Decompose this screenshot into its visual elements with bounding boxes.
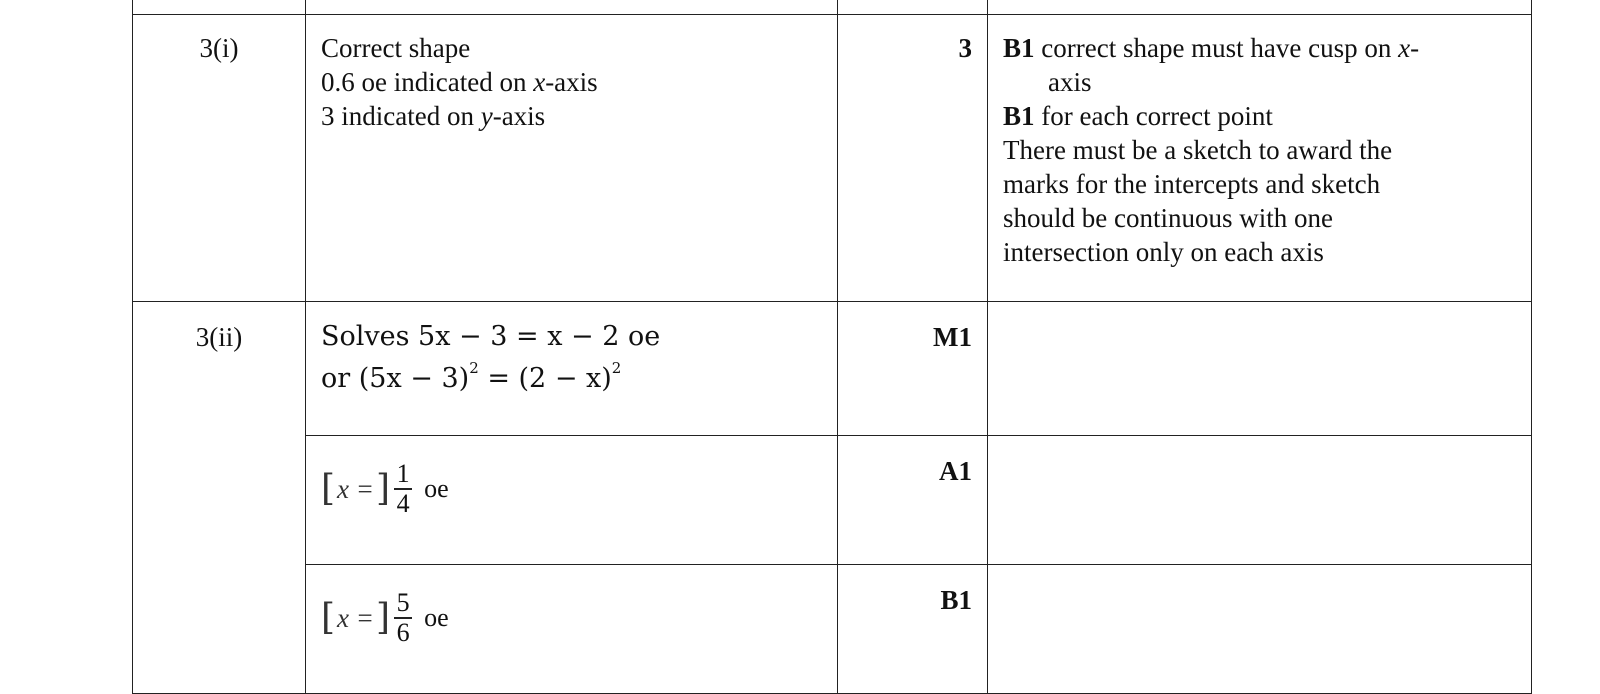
bracket-close: ]: [376, 468, 391, 509]
mark-code: B1: [1003, 33, 1035, 63]
marks-cell: [838, 436, 988, 565]
fraction: [394, 460, 412, 518]
guidance-cell: [988, 15, 1532, 302]
table-row-3ii-m1: [133, 302, 1532, 436]
guidance-line-cont: axis: [1048, 67, 1092, 97]
answer-line: Correct shape: [321, 33, 471, 63]
denominator: 6: [396, 617, 410, 647]
guidance-var: x: [1398, 33, 1411, 63]
guidance-cell: [988, 436, 1532, 565]
guidance-hyphen: -: [1410, 33, 1420, 63]
guidance-line: [1003, 31, 1521, 65]
guidance-cell: [988, 0, 1532, 15]
answer-line-x-axis: 0.6 oe indicated on x-axis: [321, 67, 598, 97]
question-number: [133, 302, 306, 694]
oe-label: oe: [424, 603, 449, 632]
equation-part: or (5x − 3): [321, 363, 470, 394]
answer-cell: [306, 565, 838, 694]
answer-cell: [306, 436, 838, 565]
table-row-3ii-a1: [133, 436, 1532, 565]
marks-cell: [838, 302, 988, 436]
table-row-previous: [133, 0, 1532, 15]
bracket-open: [: [321, 597, 336, 638]
numerator: 1: [396, 459, 410, 489]
marks-cell: [838, 0, 988, 15]
variable-x: x =: [337, 474, 375, 504]
bracket-open: [: [321, 468, 336, 509]
marks-value: A1: [939, 456, 972, 486]
mark-scheme-table: [132, 0, 1532, 694]
answer-cell: [306, 302, 838, 436]
guidance-text: for each correct point: [1034, 101, 1273, 131]
guidance-cell: [988, 565, 1532, 694]
marks-cell: [838, 15, 988, 302]
fraction: [394, 589, 412, 647]
marks-value: M1: [933, 322, 972, 352]
marks-value: 3: [958, 33, 972, 63]
equation-line-squared: [321, 359, 837, 396]
variable-x: x =: [337, 603, 375, 633]
answer-cell: [306, 0, 838, 15]
guidance-line: should be continuous with one: [1003, 203, 1333, 233]
question-number: [133, 15, 306, 302]
question-label: 3(i): [199, 33, 239, 63]
question-cell: [133, 0, 306, 15]
table-row-3ii-b1: [133, 565, 1532, 694]
numerator: 5: [396, 588, 410, 618]
equation-part: = (2 − x): [478, 363, 612, 394]
oe-label: oe: [424, 474, 449, 503]
marks-value: B1: [940, 585, 972, 615]
equation-line: Solves 5x − 3 = x − 2 oe: [321, 321, 661, 352]
table-row-3i: [133, 15, 1532, 302]
marks-cell: [838, 565, 988, 694]
guidance-line: [1003, 99, 1521, 133]
question-label: 3(ii): [195, 322, 243, 352]
guidance-text: correct shape must have cusp on: [1034, 33, 1399, 63]
equation-exponent: 2: [611, 359, 622, 377]
answer-line-y-axis: 3 indicated on y-axis: [321, 101, 546, 131]
answer-cell: [306, 15, 838, 302]
equation-exponent: 2: [469, 359, 479, 377]
mark-code: B1: [1003, 101, 1035, 131]
guidance-line: marks for the intercepts and sketch: [1003, 169, 1381, 199]
fraction-answer: [321, 454, 837, 524]
guidance-cell: [988, 302, 1532, 436]
fraction-answer: [321, 583, 837, 653]
bracket-close: ]: [376, 597, 391, 638]
guidance-line: intersection only on each axis: [1003, 237, 1324, 267]
denominator: 4: [396, 488, 410, 518]
guidance-line: There must be a sketch to award the: [1003, 135, 1393, 165]
